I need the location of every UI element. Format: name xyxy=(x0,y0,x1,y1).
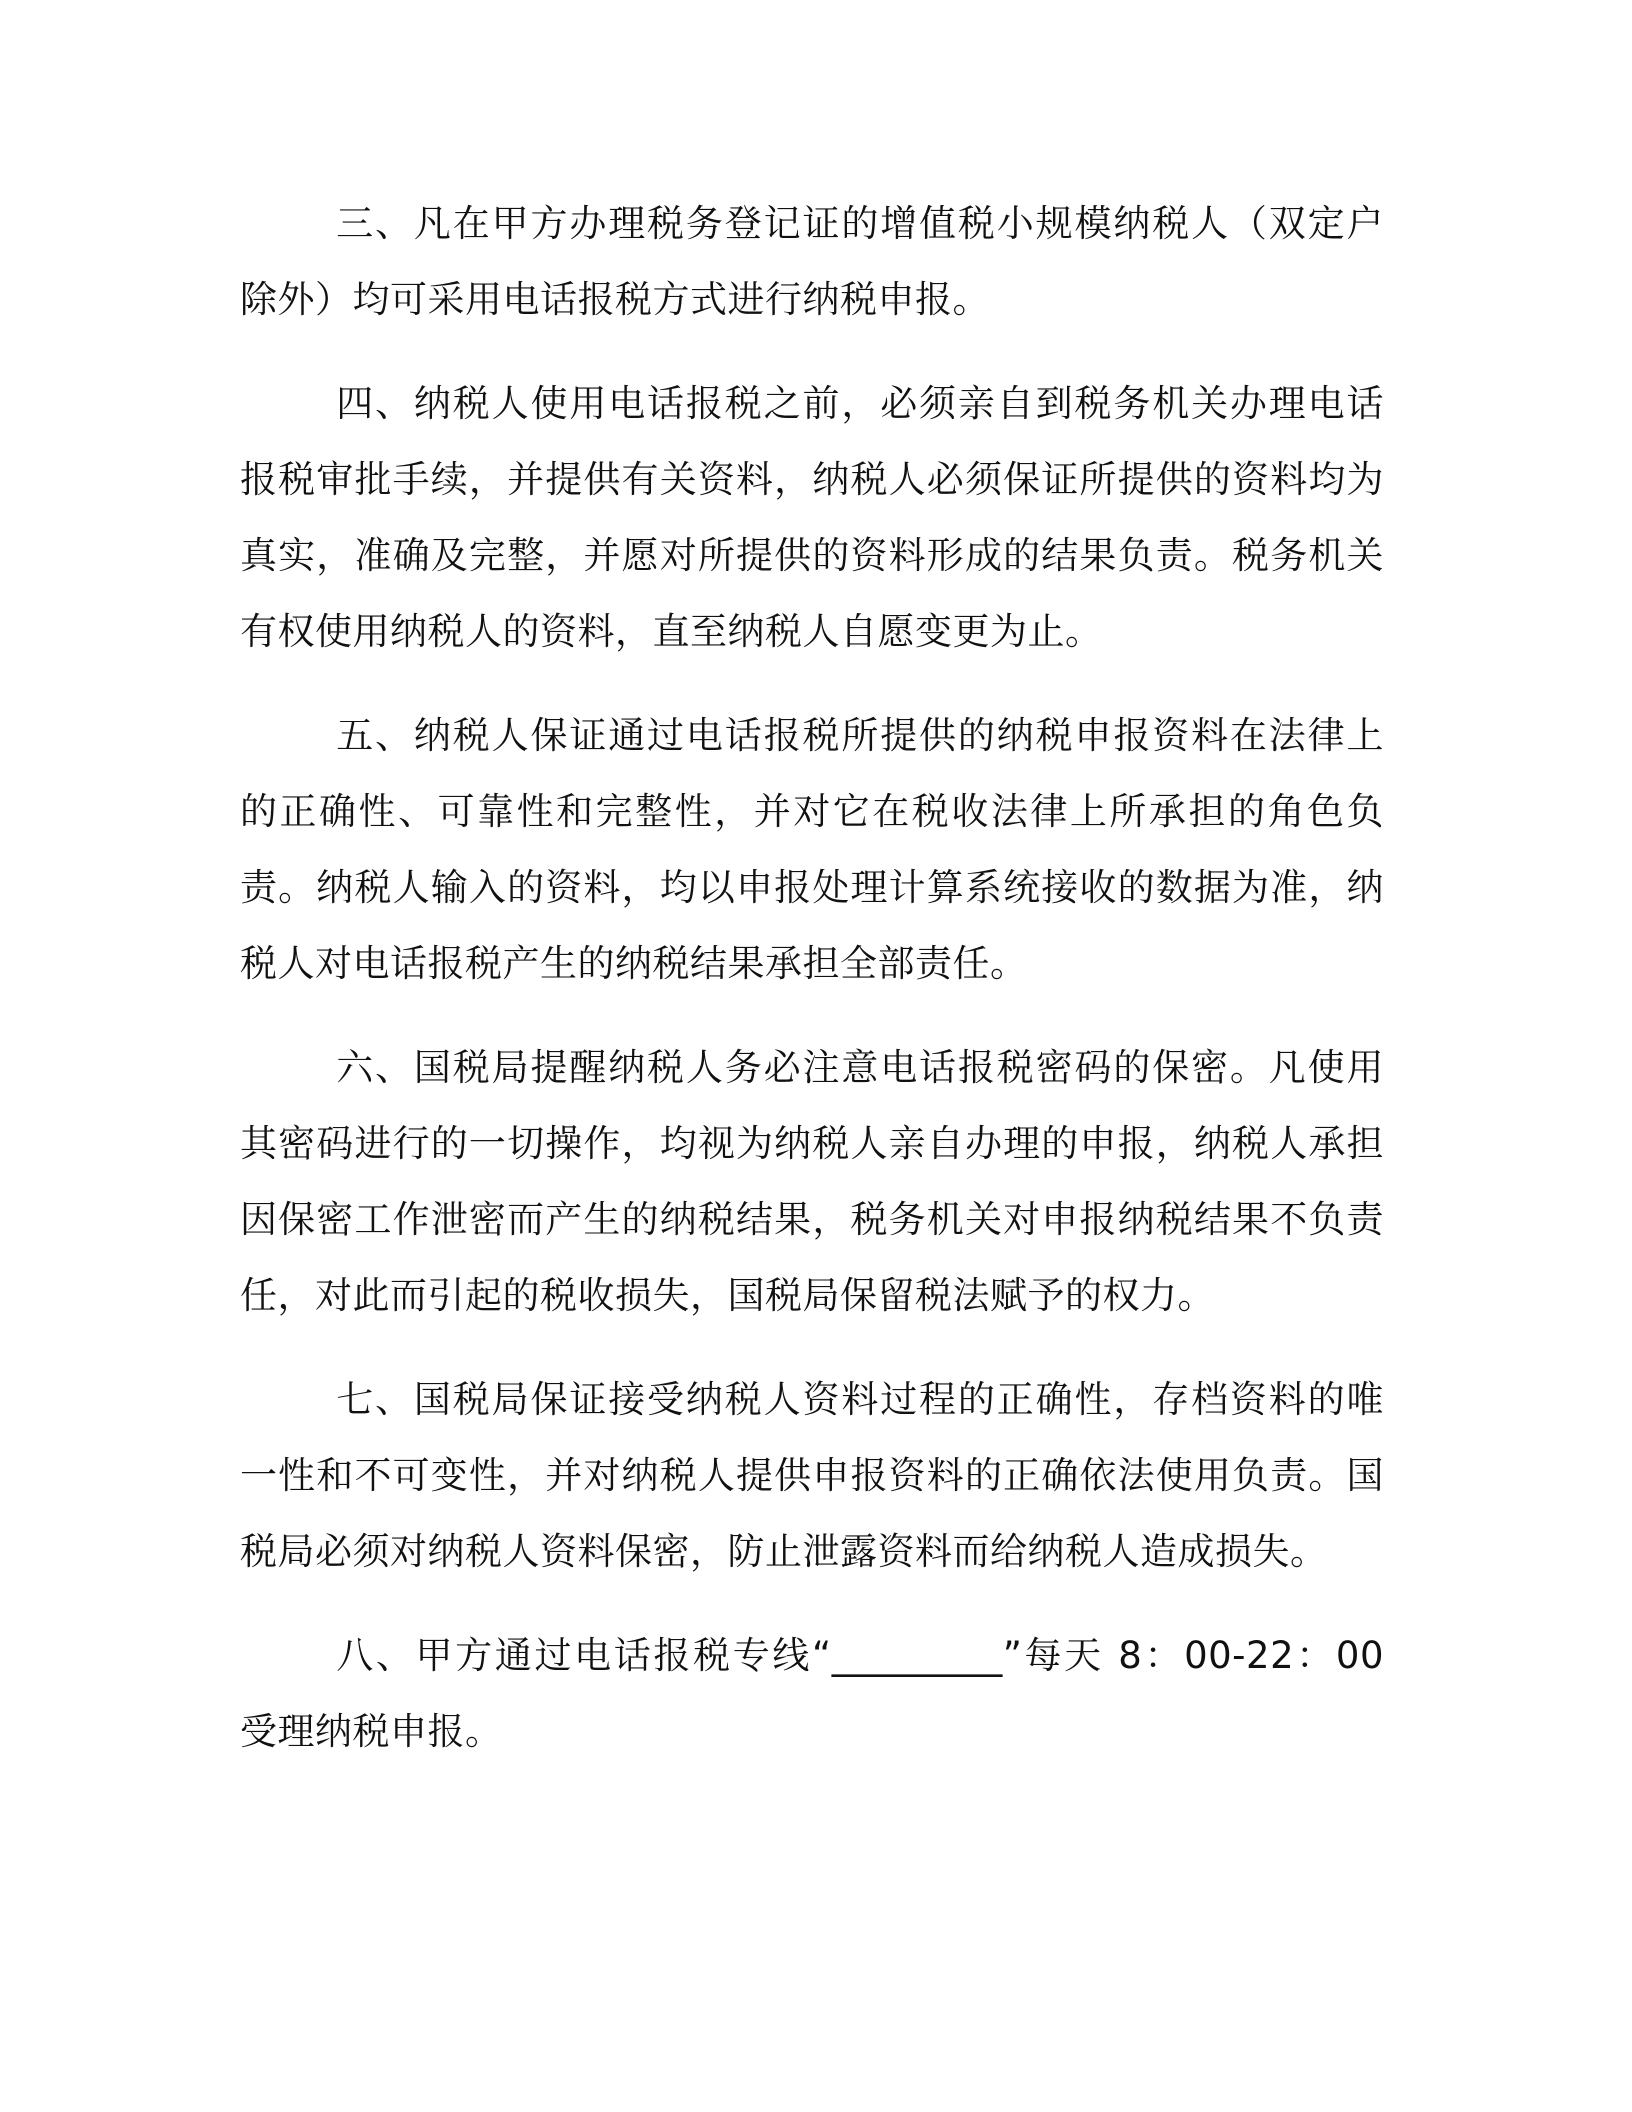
clause-4-paragraph: 四、纳税人使用电话报税之前，必须亲自到税务机关办理电话报税审批手续，并提供有关资料，纳税人必须保证所提供的资料均为真实，准确及完整，并愿对所提供的资料形成的结果负责。税务机关有权使用纳税人的资料，直至纳税人自愿变更为止。 xyxy=(240,382,1384,653)
clause-5-paragraph: 五、纳税人保证通过电话报税所提供的纳税申报资料在法律上的正确性、可靠性和完整性，并对它在税收法律上所承担的角色负责。纳税人输入的资料，均以申报处理计算系统接收的数据为准，纳税人对电话报税产生的纳税结果承担全部责任。 xyxy=(240,714,1384,985)
clause-7-paragraph: 七、国税局保证接受纳税人资料过程的正确性，存档资料的唯一性和不可变性，并对纳税人提供申报资料的正确依法使用负责。国税局必须对纳税人资料保密，防止泄露资料而给纳税人造成损失。 xyxy=(240,1378,1384,1573)
clause-6-paragraph: 六、国税局提醒纳税人务必注意电话报税密码的保密。凡使用其密码进行的一切操作，均视为纳税人亲自办理的申报，纳税人承担因保密工作泄密而产生的纳税结果，税务机关对申报纳税结果不负责任，对此而引起的税收损失，国税局保留税法赋予的权力。 xyxy=(240,1046,1384,1317)
clause-3-paragraph: 三、凡在甲方办理税务登记证的增值税小规模纳税人（双定户除外）均可采用电话报税方式进行纳税申报。 xyxy=(240,202,1384,321)
document-body xyxy=(240,186,1384,1770)
clause-8-paragraph: 八、甲方通过电话报税专线“_________”每天 8：00-22：00 受理纳税申报。 xyxy=(240,1634,1384,1753)
